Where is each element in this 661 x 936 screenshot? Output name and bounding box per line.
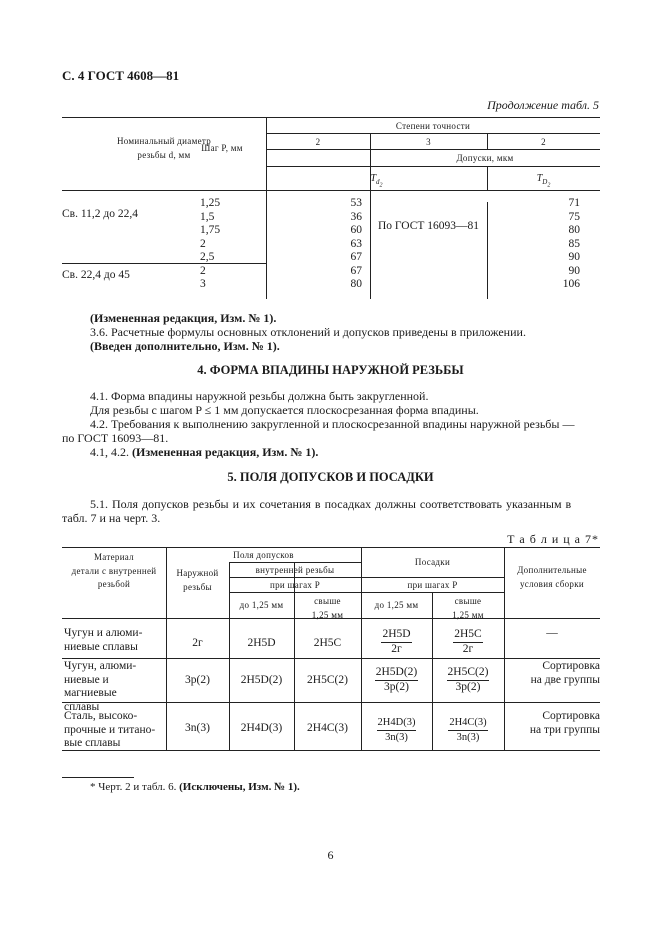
header-acc-col-1: 2 <box>315 137 321 147</box>
row-1-internal-over: 2H5C <box>313 637 342 649</box>
paragraph-3-6: 3.6. Расчетные формулы основных отклонений и допусков приведены в приложении. <box>90 325 526 339</box>
gost-reference: По ГОСТ 16093—81 <box>377 220 480 232</box>
header-material: Материал детали с внутренней резьбой <box>71 552 157 589</box>
row-3-internal-upto: 2H4D(3) <box>240 722 283 734</box>
row-2-conditions: Сортировка на две группы <box>530 660 600 686</box>
TD2-column: 71 75 80 85 90 90 106 <box>562 197 580 290</box>
row-1-internal-upto: 2H5D <box>247 637 276 649</box>
header-upto-1: до 1,25 мм <box>239 600 284 610</box>
table-continuation-label: Продолжение табл. 5 <box>487 98 599 112</box>
paragraph-4-1-4-2: 4.1, 4.2. (Измененная редакция, Изм. № 1). <box>90 445 319 459</box>
header-accuracy: Степени точности <box>395 121 471 131</box>
header-over-1: свыше 1,25 мм <box>311 596 344 620</box>
header-fits-step: при шагах P <box>407 580 458 590</box>
row-3-material: Сталь, высоко- прочные и титано- вые сплавы <box>64 710 156 749</box>
header-tolerances: Допуски, мкм <box>456 153 514 163</box>
row-group-1: Св. 11,2 до 22,4 <box>62 208 139 220</box>
added-note: (Введен дополнительно, Изм. № 1). <box>90 339 280 353</box>
row-3-fit-over: $\frac{2H4C(3)}{3n(3)}$ <box>449 717 487 743</box>
header-external: Наружной резьбы <box>176 568 219 592</box>
header-diameter: Номинальный диаметр резьбы d, мм <box>116 136 212 160</box>
row-3-external: 3n(3) <box>185 722 210 734</box>
row-1-fit-upto: $\frac{2H5D}{2г}$ <box>382 628 411 655</box>
section-5-title: 5. ПОЛЯ ДОПУСКОВ И ПОСАДКИ <box>227 470 434 484</box>
header-acc-col-2: 3 <box>426 137 431 147</box>
row-1-external: 2г <box>192 637 203 649</box>
header-tolerance-fields: Поля допусков <box>233 550 294 560</box>
row-2-internal-upto: 2H5D(2) <box>240 674 283 686</box>
header-fits: Посадки <box>414 557 451 567</box>
header-step: Шаг P, мм <box>201 143 243 153</box>
table-7 <box>62 547 600 750</box>
steps-column: 1,25 1,5 1,75 2 2,5 2 3 <box>200 197 221 290</box>
header-upto-2: до 1,25 мм <box>374 600 419 610</box>
row-2-material: Чугун, алюми- ниевые и магниевые сплавы <box>64 660 137 713</box>
header-acc-col-3: 2 <box>541 137 546 147</box>
paragraph-4-2b: по ГОСТ 16093—81. <box>62 431 169 445</box>
section-4-title: 4. ФОРМА ВПАДИНЫ НАРУЖНОЙ РЕЗЬБЫ <box>197 363 464 377</box>
row-group-2: Св. 22,4 до 45 <box>62 269 130 281</box>
table-7-label: Т а б л и ц а 7* <box>507 532 599 546</box>
header-over-2: свыше 1,25 мм <box>452 596 484 620</box>
paragraph-4-1b: Для резьбы с шагом P ≤ 1 мм допускается плоскосрезанная форма впадины. <box>90 403 479 417</box>
header-td2: $T_{d_2}$ <box>370 173 383 189</box>
header-conditions: Дополнительные условия сборки <box>517 565 587 589</box>
footnote: * Черт. 2 и табл. 6. (Исключены, Изм. № 1). <box>90 781 300 793</box>
row-1-conditions: — <box>546 627 558 639</box>
row-1-material: Чугун и алюми- ниевые сплавы <box>64 627 143 653</box>
paragraph-4-1: 4.1. Форма впадины наружной резьбы должна быть закругленной. <box>90 389 429 403</box>
table-5 <box>62 117 600 299</box>
row-2-external: 3р(2) <box>185 674 210 686</box>
footnote-rule <box>62 777 134 778</box>
row-3-conditions: Сортировка на три группы <box>529 710 600 736</box>
row-2-fit-upto: $\frac{2H5D(2)}{3р(2)}$ <box>375 666 418 693</box>
header-internal: внутренней резьбы <box>255 565 335 575</box>
paragraph-5-1: 5.1. Поля допусков резьбы и их сочетания в посадках должны соответствовать указанным в <box>90 497 572 511</box>
row-3-fit-upto: $\frac{2H4D(3)}{3n(3)}$ <box>377 717 416 743</box>
td2-column: 53 36 60 63 67 67 80 <box>350 197 362 290</box>
header-TD2: $T_{D_2}$ <box>536 173 551 189</box>
paragraph-4-2: 4.2. Требования к выполнению закругленной и плоскосрезанной впадины наружной резьбы — <box>90 417 575 431</box>
page-number: 6 <box>327 848 334 862</box>
paragraph-5-1b: табл. 7 и на черт. 3. <box>62 511 161 525</box>
row-2-fit-over: $\frac{2H5C(2)}{3р(2)}$ <box>447 666 489 693</box>
row-3-internal-over: 2H4C(3) <box>307 722 348 734</box>
row-2-internal-over: 2H5C(2) <box>307 674 348 686</box>
header-step-p: при шагах P <box>269 580 321 590</box>
row-1-fit-over: $\frac{2H5C}{2г}$ <box>454 628 482 655</box>
changed-edition-note: (Измененная редакция, Изм. № 1). <box>90 311 277 325</box>
page-header: С. 4 ГОСТ 4608—81 <box>62 68 180 83</box>
